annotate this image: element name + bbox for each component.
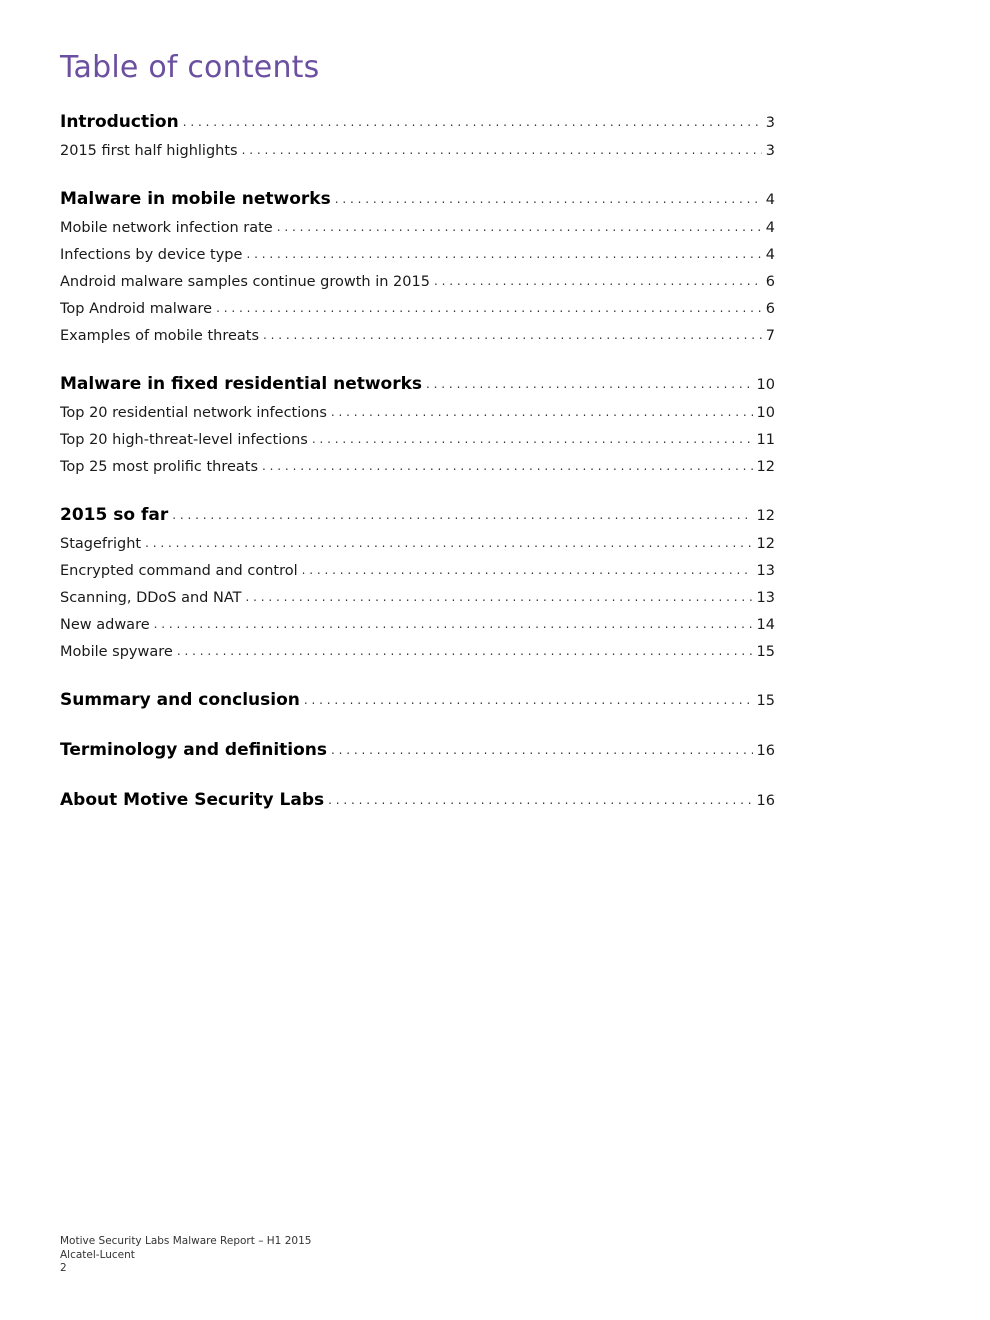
toc-entry[interactable] [60, 684, 775, 716]
dot-leader [335, 183, 762, 215]
toc-subentry[interactable] [60, 531, 775, 558]
toc-subentry-label: Mobile network infection rate [60, 220, 273, 236]
dot-leader [304, 684, 753, 716]
dot-leader [312, 427, 753, 453]
dot-leader [245, 585, 752, 611]
dot-leader [434, 269, 762, 295]
toc-entry-title: Summary and conclusion [60, 690, 300, 710]
toc-subentry-label: Encrypted command and control [60, 563, 298, 579]
toc-entry[interactable] [60, 368, 775, 400]
toc-page-number: 3 [765, 115, 775, 131]
toc-subentry-label: Examples of mobile threats [60, 328, 260, 344]
dot-leader [172, 499, 752, 531]
toc-subentry[interactable] [60, 612, 775, 639]
toc-section-2015-so-far [60, 499, 775, 666]
toc-entry[interactable] [60, 183, 775, 215]
toc-subentry[interactable] [60, 639, 775, 666]
toc-page-number: 10 [756, 405, 775, 421]
toc-page-number: 15 [756, 693, 775, 709]
dot-leader [262, 454, 753, 480]
toc-page-number: 10 [756, 377, 775, 393]
toc-subentry[interactable] [60, 215, 775, 242]
footer-report-title: Motive Security Labs Malware Report – H1 2015 [60, 1235, 312, 1247]
toc-entry[interactable] [60, 499, 775, 531]
dot-leader [216, 296, 762, 322]
toc-subentry-label: New adware [60, 617, 150, 633]
toc-subentry-label: Top Android malware [60, 301, 213, 317]
toc-subentry-label: Mobile spyware [60, 644, 173, 660]
dot-leader [331, 734, 753, 766]
toc-subentry[interactable] [60, 454, 775, 481]
dot-leader [154, 612, 753, 638]
toc-subentry-label: Top 20 residential network infections [60, 405, 327, 421]
toc-page-number: 7 [765, 328, 775, 344]
toc-page-number: 6 [765, 274, 775, 290]
toc-section-introduction [60, 106, 775, 165]
toc-page-number: 11 [756, 432, 775, 448]
toc-entry-title: 2015 so far [60, 505, 169, 525]
toc-page-number: 12 [756, 508, 775, 524]
toc-subentry[interactable] [60, 269, 775, 296]
toc-entry-title: Malware in mobile networks [60, 189, 331, 209]
dot-leader [145, 531, 752, 557]
dot-leader [242, 138, 762, 164]
toc-page-number: 16 [756, 743, 775, 759]
toc-subentry[interactable] [60, 427, 775, 454]
toc-subentry[interactable] [60, 242, 775, 269]
toc-page-number: 14 [756, 617, 775, 633]
toc-entry[interactable] [60, 106, 775, 138]
toc-subentry-label: Stagefright [60, 536, 142, 552]
dot-leader [177, 639, 753, 665]
toc-subentry-label: 2015 first half highlights [60, 143, 238, 159]
toc-section-residential-networks [60, 368, 775, 481]
footer-page-number: 2 [60, 1262, 67, 1274]
toc-page-number: 16 [756, 793, 775, 809]
toc-subentry[interactable] [60, 558, 775, 585]
toc-page-number: 15 [756, 644, 775, 660]
dot-leader [183, 106, 762, 138]
dot-leader [246, 242, 761, 268]
dot-leader [302, 558, 753, 584]
toc-page-number: 4 [765, 192, 775, 208]
toc-subentry[interactable] [60, 585, 775, 612]
toc-subentry[interactable] [60, 400, 775, 427]
toc-page-number: 13 [756, 590, 775, 606]
toc-page-number: 4 [765, 220, 775, 236]
toc-subentry-label: Scanning, DDoS and NAT [60, 590, 242, 606]
dot-leader [277, 215, 762, 241]
toc-subentry-label: Top 20 high-threat-level infections [60, 432, 308, 448]
toc-page-number: 12 [756, 536, 775, 552]
toc-subentry-label: Top 25 most prolific threats [60, 459, 259, 475]
toc-page-number: 3 [765, 143, 775, 159]
toc-entry-title: Malware in fixed residential networks [60, 374, 423, 394]
dot-leader [328, 784, 752, 816]
toc-section-about [60, 784, 775, 816]
toc-section-mobile-networks [60, 183, 775, 350]
toc-page-number: 4 [765, 247, 775, 263]
dot-leader [263, 323, 762, 349]
toc-entry[interactable] [60, 784, 775, 816]
toc-subentry-label: Android malware samples continue growth in 2015 [60, 274, 430, 290]
dot-leader [331, 400, 753, 426]
dot-leader [426, 368, 753, 400]
toc-entry-title: About Motive Security Labs [60, 790, 325, 810]
toc-entry[interactable] [60, 734, 775, 766]
toc-page-number: 13 [756, 563, 775, 579]
table-of-contents [60, 106, 775, 834]
toc-page-number: 6 [765, 301, 775, 317]
toc-section-summary [60, 684, 775, 716]
toc-subentry[interactable] [60, 138, 775, 165]
toc-subentry[interactable] [60, 296, 775, 323]
toc-page-number: 12 [756, 459, 775, 475]
toc-entry-title: Terminology and definitions [60, 740, 327, 760]
toc-entry-title: Introduction [60, 112, 179, 132]
footer-company: Alcatel-Lucent [60, 1248, 135, 1261]
toc-subentry[interactable] [60, 323, 775, 350]
page-footer [60, 1235, 311, 1276]
page-title: Table of contents [60, 50, 320, 85]
toc-section-terminology [60, 734, 775, 766]
toc-subentry-label: Infections by device type [60, 247, 243, 263]
